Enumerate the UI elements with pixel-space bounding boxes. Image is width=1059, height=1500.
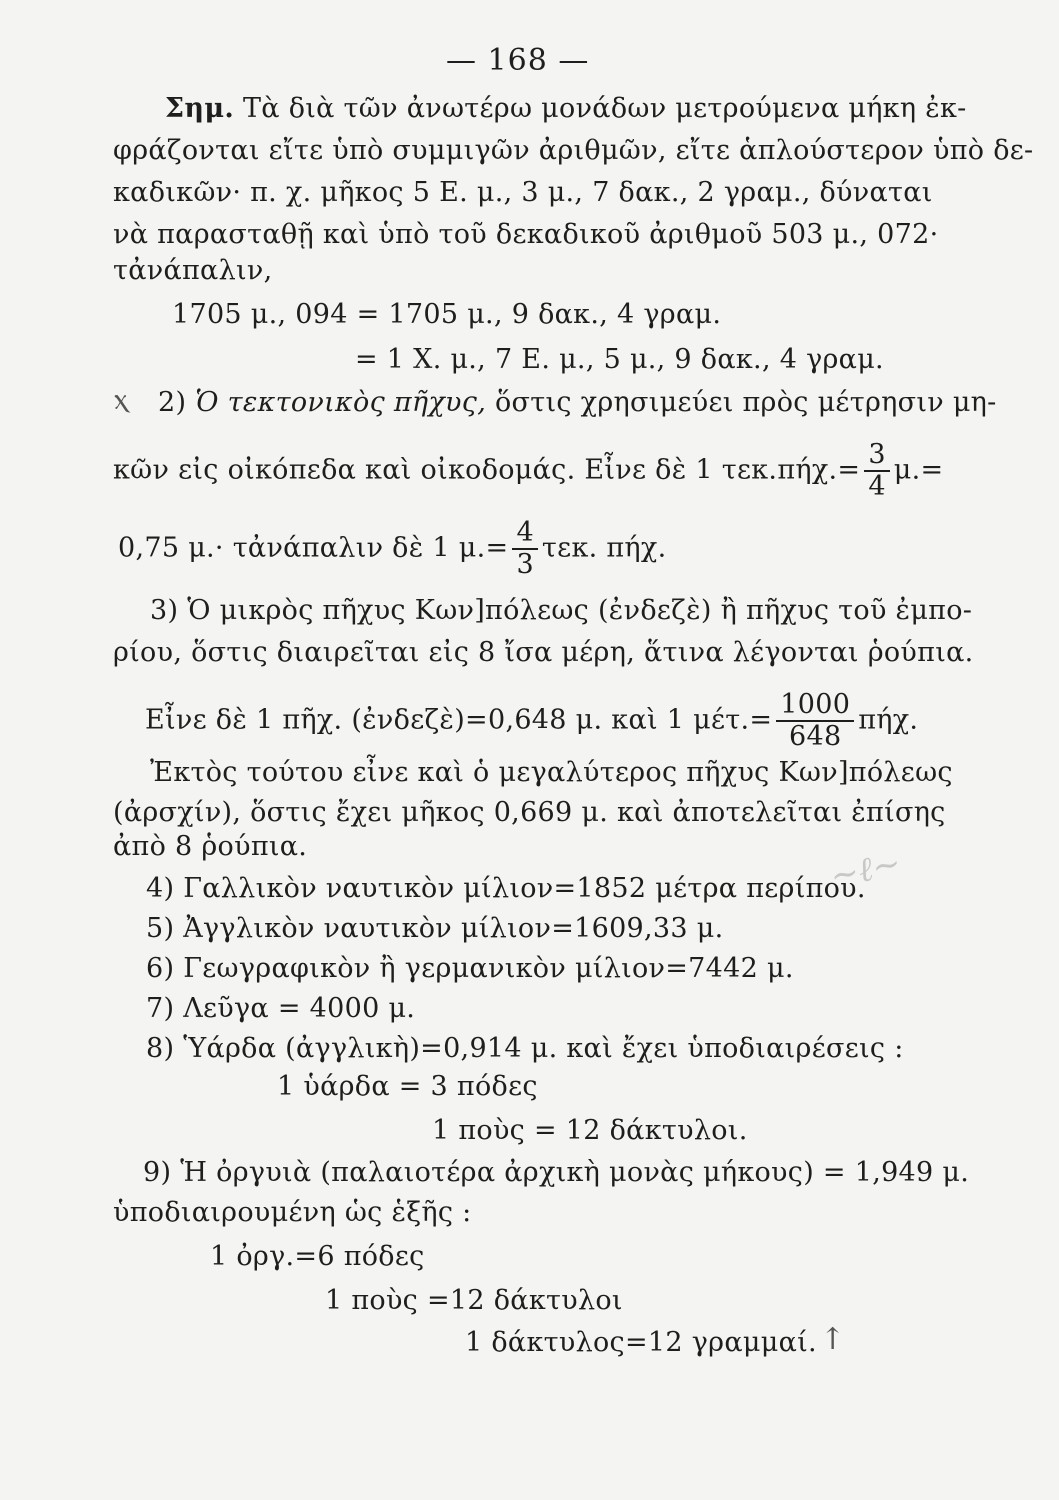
margin-mark-icon: ⲭ (114, 382, 128, 417)
item3-equation (145, 690, 918, 752)
note-line-3: καδικῶν· π. χ. μῆκος 5 Ε. μ., 3 μ., 7 δακ., 2 γραμ., δύναται (113, 177, 933, 208)
item3-equation-pre: Εἶνε δὲ 1 πῆχ. (ἐνδεζὲ)=0,648 μ. καὶ 1 μέτ.= (145, 704, 773, 736)
item2-line-3-post: τεκ. πήχ. (541, 532, 667, 564)
item3-extra-line-1: Ἐκτὸς τούτου εἶνε καὶ ὁ μεγαλύτερος πῆχυς Κων]πόλεως (150, 757, 953, 788)
note-line-2: φράζονται εἴτε ὑπὸ συμμιγῶν ἀριθμῶν, εἴτε ἁπλούστερον ὑπὸ δε- (113, 135, 1034, 166)
fraction-numerator: 1000 (776, 690, 854, 722)
orgyia-subdivision-1: 1 ὀργ.=6 πόδες (210, 1241, 425, 1272)
fraction-four-thirds (512, 518, 537, 580)
orgyia-subdivision-3: 1 δάκτυλος=12 γραμμαί. (465, 1327, 817, 1358)
fraction-1000-over-648 (776, 690, 854, 752)
list-item-6: 6) Γεωγραφικὸν ἢ γερμανικὸν μίλιον=7442 μ. (146, 953, 794, 984)
item3-equation-post: πήχ. (858, 704, 919, 736)
note-line-4: νὰ παρασταθῇ καὶ ὑπὸ τοῦ δεκαδικοῦ ἀριθμοῦ 503 μ., 072· (113, 219, 939, 250)
note-equation-2: = 1 Χ. μ., 7 Ε. μ., 5 μ., 9 δακ., 4 γραμ. (355, 344, 884, 375)
fraction-denominator: 648 (789, 721, 842, 752)
fraction-numerator: 4 (512, 518, 537, 550)
note-equation-1: 1705 μ., 094 = 1705 μ., 9 δακ., 4 γραμ. (172, 299, 722, 330)
item2-term: Ὁ τεκτονικὸς πῆχυς, (195, 387, 487, 418)
list-item-5: 5) Ἀγγλικὸν ναυτικὸν μίλιον=1609,33 μ. (146, 913, 724, 944)
item2-line-3 (118, 518, 666, 580)
item9-line-2: ὑποδιαιρουμένη ὡς ἑξῆς : (113, 1197, 472, 1228)
list-item-7: 7) Λεῦγα = 4000 μ. (146, 993, 416, 1024)
item2-line-1 (158, 386, 997, 420)
item2-line-3-pre: 0,75 μ.· τἀνάπαλιν δὲ 1 μ.= (118, 532, 509, 564)
page-number: — 168 — (446, 43, 590, 78)
item3-extra-line-2: (ἀρσχίν), ὅστις ἔχει μῆκος 0,669 μ. καὶ ἀποτελεῖται ἐπίσης (113, 797, 946, 828)
item2-line-2-pre: κῶν εἰς οἰκόπεδα καὶ οἰκοδομάς. Εἶνε δὲ 1 τεκ.πήχ.= (113, 454, 861, 486)
item9-line-1: 9) Ἡ ὀργυιὰ (παλαιοτέρα ἀρχικὴ μονὰς μήκους) = 1,949 μ. (143, 1157, 970, 1188)
note-line-1 (165, 92, 967, 126)
item3-extra-line-3: ἀπὸ 8 ῥούπια. (113, 831, 308, 862)
note-text-1: Τὰ διὰ τῶν ἀνωτέρω μονάδων μετρούμενα μήκη ἐκ- (234, 93, 967, 124)
note-label: Σημ. (165, 93, 235, 124)
item2-text: ὅστις χρησιμεύει πρὸς μέτρησιν μη- (486, 387, 997, 418)
item3-line-1: 3) Ὁ μικρὸς πῆχυς Κων]πόλεως (ἐνδεζὲ) ἢ πῆχυς τοῦ ἐμπο- (150, 595, 973, 626)
list-item-4: 4) Γαλλικὸν ναυτικὸν μίλιον=1852 μέτρα περίπου. (146, 873, 866, 904)
fraction-denominator: 4 (868, 471, 886, 502)
fraction-numerator: 3 (864, 440, 889, 472)
item2-number: 2) (158, 387, 187, 418)
item2-line-2 (113, 440, 943, 502)
fraction-three-quarters (864, 440, 889, 502)
yard-subdivision-2: 1 ποὺς = 12 δάκτυλοι. (432, 1115, 748, 1146)
orgyia-subdivision-2: 1 ποὺς =12 δάκτυλοι (325, 1285, 623, 1316)
list-item-8: 8) Ὑάρδα (ἀγγλικὴ)=0,914 μ. καὶ ἔχει ὑποδιαιρέσεις : (146, 1033, 904, 1064)
item2-line-2-post: μ.= (893, 454, 944, 486)
fraction-denominator: 3 (516, 549, 534, 580)
margin-checkmark-icon: ↑ (820, 1322, 846, 1357)
pencil-scribble-icon: ~ℓ~ (826, 843, 905, 897)
item3-line-2: ρίου, ὅστις διαιρεῖται εἰς 8 ἴσα μέρη, ἅτινα λέγονται ῥούπια. (113, 637, 974, 668)
note-line-5: τἀνάπαλιν, (113, 255, 273, 286)
yard-subdivision-1: 1 ὑάρδα = 3 πόδες (277, 1071, 538, 1102)
